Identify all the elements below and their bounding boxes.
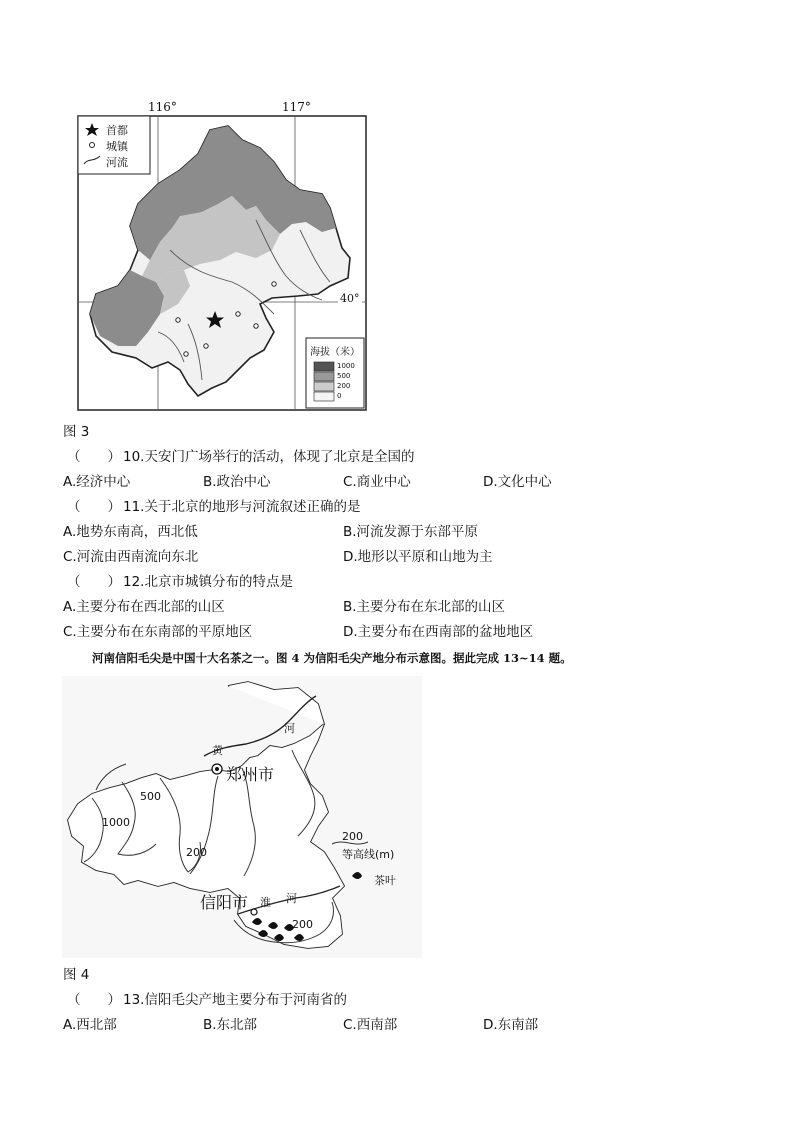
- q11-option-d[interactable]: D.地形以平原和山地为主: [343, 549, 493, 565]
- q10-option-c[interactable]: C.商业中心: [343, 474, 411, 490]
- answer-blank[interactable]: （ ）: [67, 992, 121, 1008]
- elev-label-0: 0: [337, 392, 342, 400]
- q11-option-b[interactable]: B.河流发源于东部平原: [343, 524, 479, 540]
- question-text: 10.天安门广场举行的活动，体现了北京是全国的: [123, 449, 415, 465]
- xinyang-label: 信阳市: [200, 893, 249, 912]
- figure-4-map: [62, 676, 422, 958]
- legend-town-icon: [90, 143, 95, 148]
- q13-option-d[interactable]: D.东南部: [483, 1017, 539, 1033]
- town-icon: [176, 318, 180, 322]
- answer-blank[interactable]: （ ）: [67, 499, 121, 515]
- legend-river-label: 河流: [106, 156, 128, 169]
- xinyang-symbol-icon: [251, 909, 257, 915]
- legend-capital-label: 首都: [106, 124, 128, 137]
- q13-option-a[interactable]: A.西北部: [63, 1017, 117, 1033]
- question-text: 13.信阳毛尖产地主要分布于河南省的: [123, 992, 347, 1008]
- figure-4-caption: 图 4: [63, 967, 90, 983]
- q12-option-c[interactable]: C.主要分布在东南部的平原地区: [63, 624, 253, 640]
- town-icon: [254, 324, 258, 328]
- q12-option-a[interactable]: A.主要分布在西北部的山区: [63, 599, 225, 615]
- elev-swatch-200: [314, 382, 334, 391]
- he-label: 河: [284, 722, 295, 735]
- question-10: [67, 448, 414, 466]
- lon-117-label: 117°: [282, 100, 311, 114]
- contour-200-label: 200: [186, 846, 207, 859]
- q10-option-a[interactable]: A.经济中心: [63, 474, 131, 490]
- elev-swatch-500: [314, 372, 334, 381]
- elev-label-200: 200: [337, 382, 351, 390]
- contour-200b-label: 200: [292, 918, 313, 931]
- figure-3-caption: 图 3: [63, 424, 90, 440]
- question-11: [67, 498, 360, 516]
- legend-town-label: 城镇: [106, 140, 128, 153]
- legend-contour-label: 等高线(m): [342, 848, 395, 861]
- huai-label: 淮: [260, 896, 271, 909]
- question-text: 11.关于北京的地形与河流叙述正确的是: [123, 499, 361, 515]
- q12-option-b[interactable]: B.主要分布在东北部的山区: [343, 599, 506, 615]
- lon-116-label: 116°: [148, 100, 177, 114]
- elev-swatch-1000: [314, 362, 334, 371]
- q10-option-b[interactable]: B.政治中心: [203, 474, 271, 490]
- town-icon: [236, 312, 240, 316]
- q13-option-b[interactable]: B.东北部: [203, 1017, 258, 1033]
- town-icon: [204, 344, 208, 348]
- elev-swatch-0: [314, 392, 334, 401]
- huang-label: 黄: [212, 744, 223, 757]
- q12-option-d[interactable]: D.主要分布在西南部的盆地地区: [343, 624, 534, 640]
- question-text: 12.北京市城镇分布的特点是: [123, 574, 293, 590]
- answer-blank[interactable]: （ ）: [67, 574, 121, 590]
- elev-legend-title: 海拔（米）: [310, 347, 360, 358]
- q13-option-c[interactable]: C.西南部: [343, 1017, 398, 1033]
- q10-option-d[interactable]: D.文化中心: [483, 474, 552, 490]
- town-icon: [184, 352, 188, 356]
- town-icon: [272, 282, 276, 286]
- q11-option-c[interactable]: C.河流由西南流向东北: [63, 549, 199, 565]
- question-12: [67, 573, 293, 591]
- figure-3-map: [60, 100, 370, 412]
- answer-blank[interactable]: （ ）: [67, 449, 121, 465]
- zhengzhou-label: 郑州市: [226, 765, 275, 784]
- elev-label-500: 500: [337, 372, 351, 380]
- contour-1000-label: 1000: [102, 816, 130, 829]
- legend-tea-label: 茶叶: [374, 874, 396, 887]
- contour-500-label: 500: [140, 790, 161, 803]
- elev-label-1000: 1000: [337, 362, 355, 370]
- question-13: [67, 991, 347, 1009]
- intro-paragraph: 河南信阳毛尖是中国十大名茶之一。图 4 为信阳毛尖产地分布示意图。据此完成 13~14 题。: [92, 651, 572, 665]
- q11-option-a[interactable]: A.地势东南高，西北低: [63, 524, 198, 540]
- legend-contour-value: 200: [342, 830, 363, 843]
- lat-40-label: 40°: [340, 292, 360, 305]
- he2-label: 河: [286, 892, 297, 905]
